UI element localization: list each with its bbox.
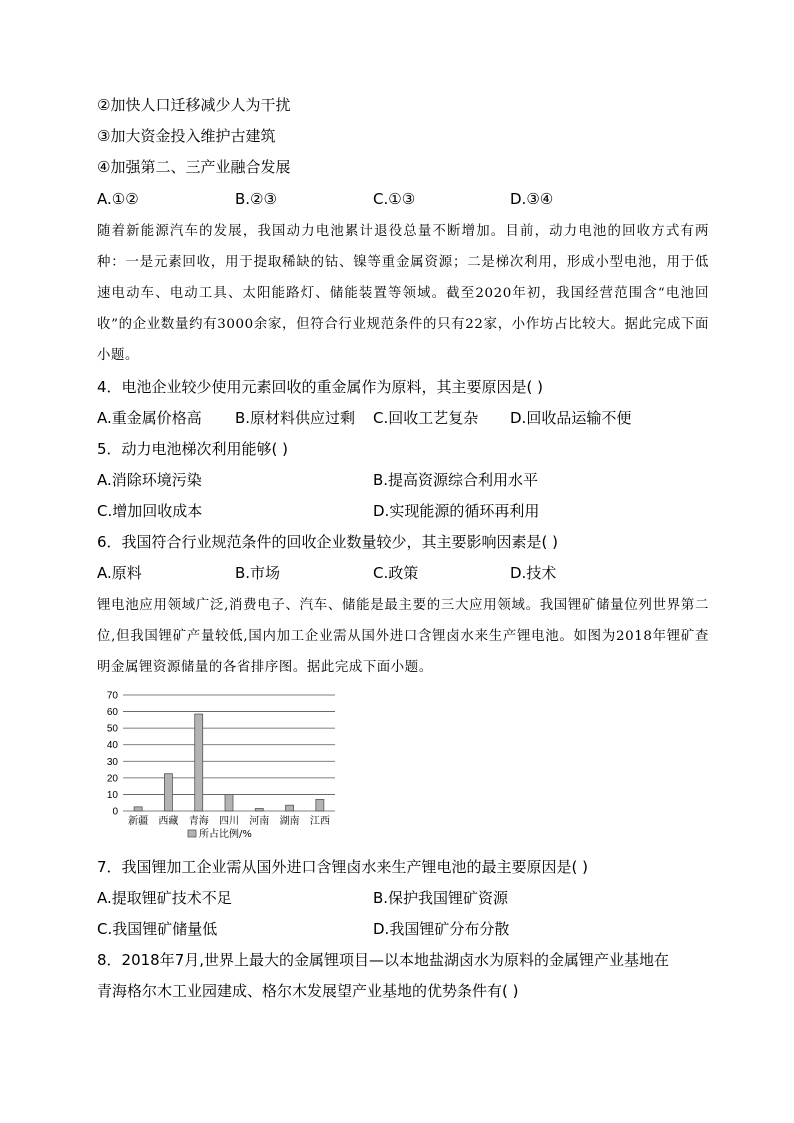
q4-option-b[interactable]: B.原材料供应过剩 — [235, 409, 356, 427]
x-tick-label: 江西 — [309, 816, 330, 827]
bar — [316, 799, 324, 811]
legend-label: 所占比例/% — [199, 829, 252, 840]
y-tick-label: 40 — [106, 740, 118, 752]
q4-option-c[interactable]: C.回收工艺复杂 — [373, 409, 479, 427]
bar — [255, 809, 263, 811]
y-tick-label: 30 — [106, 756, 118, 768]
q8-stem-line2: 青海格尔木工业园建成、格尔木发展望产业基地的优势条件有( ) — [97, 982, 519, 1000]
x-tick-label: 新疆 — [128, 816, 149, 827]
q3-option-b[interactable]: B.②③ — [235, 190, 277, 208]
bar — [134, 807, 142, 811]
q5-option-b[interactable]: B.提高资源综合利用水平 — [373, 471, 539, 489]
y-tick-label: 50 — [106, 723, 118, 735]
q4-stem: 4．电池企业较少使用元素回收的重金属作为原料，其主要原因是( ) — [97, 378, 544, 396]
q6-option-b[interactable]: B.市场 — [235, 564, 281, 582]
bar — [286, 805, 294, 811]
q7-option-d[interactable]: D.我国锂矿分布分散 — [373, 920, 510, 938]
y-tick-label: 10 — [106, 789, 118, 801]
x-tick-label: 湖南 — [279, 816, 300, 827]
q5-option-d[interactable]: D.实现能源的循环再利用 — [373, 502, 540, 520]
q8-stem-line1: 8．2018年7月,世界上最大的金属锂项目—以本地盐湖卤水为原料的金属锂产业基地在 — [97, 951, 670, 969]
q6-stem: 6．我国符合行业规范条件的回收企业数量较少，其主要影响因素是( ) — [97, 533, 559, 551]
y-tick-label: 70 — [106, 690, 118, 702]
x-tick-label: 四川 — [219, 816, 239, 827]
bar — [225, 794, 233, 811]
x-tick-label: 河南 — [249, 816, 270, 827]
q6-option-c[interactable]: C.政策 — [373, 564, 419, 582]
y-tick-label: 20 — [106, 773, 118, 785]
x-tick-label: 西藏 — [158, 816, 179, 827]
bar — [164, 774, 172, 811]
y-tick-label: 60 — [106, 707, 118, 719]
q6-option-a[interactable]: A.原料 — [97, 564, 142, 582]
x-tick-label: 青海 — [188, 816, 209, 827]
previous-item-4: ④加强第二、三产业融合发展 — [97, 158, 291, 176]
q5-option-a[interactable]: A.消除环境污染 — [97, 471, 202, 489]
y-tick-label: 0 — [112, 806, 118, 818]
q5-option-c[interactable]: C.增加回收成本 — [97, 502, 203, 520]
q5-stem: 5．动力电池梯次利用能够( ) — [97, 440, 289, 458]
q3-option-d[interactable]: D.③④ — [510, 190, 554, 208]
q4-option-d[interactable]: D.回收品运输不便 — [510, 409, 632, 427]
q6-option-d[interactable]: D.技术 — [510, 564, 557, 582]
legend-swatch — [188, 830, 196, 837]
q4-option-a[interactable]: A.重金属价格高 — [97, 409, 202, 427]
previous-item-2: ②加快人口迁移减少人为干扰 — [97, 96, 291, 114]
q7-option-b[interactable]: B.保护我国锂矿资源 — [373, 889, 509, 907]
passage-battery-recycling: 随着新能源汽车的发展，我国动力电池累计退役总量不断增加。目前，动力电池的回收方式有两种：一是元素回收，用于提取稀缺的钴、镍等重金属资源；二是梯次利用，形成小型电池，用于低速电动车、电动工具、太阳能路灯、储能装置等领域。截至2020年初，我国经营范围含“电池回收”的企业数量约有3000余家，但符合行业规范条件的只有22家，小作坊占比较大。据此完成下面小题。 — [97, 224, 709, 363]
q7-option-c[interactable]: C.我国锂矿储量低 — [97, 920, 218, 938]
q3-option-a[interactable]: A.①② — [97, 190, 139, 208]
passage-lithium: 锂电池应用领域广泛,消费电子、汽车、储能是最主要的三大应用领域。我国锂矿储量位列世界第二位,但我国锂矿产量较低,国内加工企业需从国外进口含锂卤水来生产锂电池。如图为2018年锂矿查明金属锂资源储量的各省排序图。据此完成下面小题。 — [97, 598, 709, 675]
q3-option-c[interactable]: C.①③ — [373, 190, 416, 208]
previous-item-3: ③加大资金投入维护古建筑 — [97, 127, 276, 145]
lithium-reserve-bar-chart — [95, 685, 345, 845]
q7-stem: 7．我国锂加工企业需从国外进口含锂卤水来生产锂电池的最主要原因是( ) — [97, 858, 589, 876]
bar — [195, 714, 203, 811]
q7-option-a[interactable]: A.提取锂矿技术不足 — [97, 889, 232, 907]
